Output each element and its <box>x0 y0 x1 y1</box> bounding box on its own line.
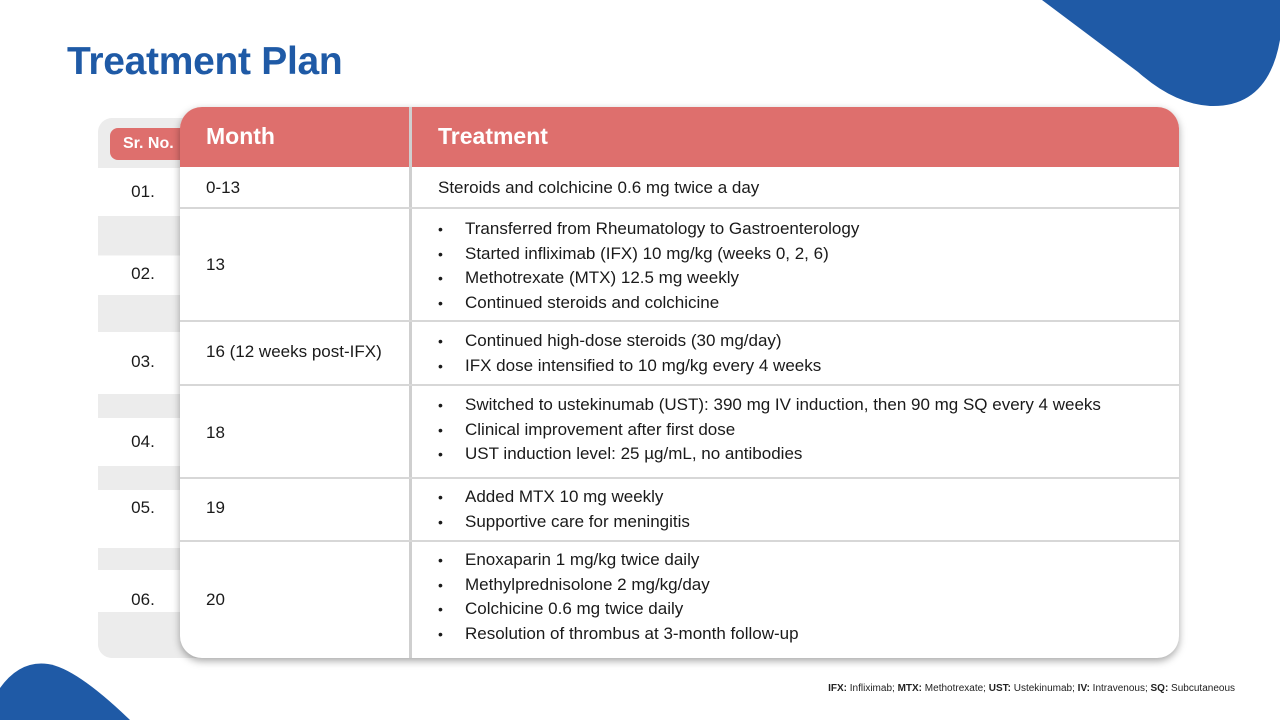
treatment-item: • Transferred from Rheumatology to Gastroenterology <box>438 217 859 242</box>
treatment-list <box>438 393 1101 467</box>
footnote-text: Subcutaneous <box>1168 683 1235 694</box>
treatment-list <box>438 329 821 378</box>
footnote-abbr: IV: <box>1077 683 1090 694</box>
treatment-item: • Methotrexate (MTX) 12.5 mg weekly <box>438 266 859 291</box>
decorative-corner-top-right <box>1042 0 1280 108</box>
treatment-item: • IFX dose intensified to 10 mg/kg every 4 weeks <box>438 354 821 379</box>
sr-number: 03. <box>131 352 155 371</box>
table-row <box>180 479 1179 540</box>
footnote-abbr: MTX: <box>897 683 923 694</box>
footnote-text: Infliximab; <box>847 683 898 694</box>
treatment-item: • Added MTX 10 mg weekly <box>438 485 690 510</box>
treatment-item: • Clinical improvement after first dose <box>438 418 1101 443</box>
month-cell: 18 <box>206 423 225 442</box>
footnote-abbr: SQ: <box>1150 683 1169 694</box>
treatment-item: • Continued steroids and colchicine <box>438 291 859 316</box>
treatment-item: • Colchicine 0.6 mg twice daily <box>438 597 799 622</box>
footnote-abbr: UST: <box>988 683 1011 694</box>
footnote-text: Intravenous; <box>1089 683 1151 694</box>
month-cell: 0-13 <box>206 178 241 197</box>
month-cell: 20 <box>206 590 225 609</box>
treatment-item: • Switched to ustekinumab (UST): 390 mg IV induction, then 90 mg SQ every 4 weeks <box>438 393 1101 418</box>
month-cell: 19 <box>206 498 225 517</box>
footnote-text: Ustekinumab; <box>1010 683 1078 694</box>
table-row <box>180 542 1179 658</box>
table-row <box>180 209 1179 320</box>
treatment-header: Treatment <box>438 123 548 149</box>
page-title: Treatment Plan <box>67 40 343 83</box>
sr-number: 01. <box>131 182 155 201</box>
decorative-corner-bottom-left <box>0 660 130 720</box>
treatment-item: • Supportive care for meningitis <box>438 510 690 535</box>
treatment-item: • UST induction level: 25 µg/mL, no antibodies <box>438 442 1101 467</box>
treatment-table <box>180 107 1179 658</box>
treatment-item: • Started infliximab (IFX) 10 mg/kg (weeks 0, 2, 6) <box>438 242 859 267</box>
footnote-abbr: IFX: <box>828 683 847 694</box>
footnote-text: Methotrexate; <box>922 683 989 694</box>
table-header <box>180 107 1179 167</box>
table-row <box>180 322 1179 384</box>
treatment-item: • Enoxaparin 1 mg/kg twice daily <box>438 548 799 573</box>
treatment-cell: Steroids and colchicine 0.6 mg twice a day <box>438 178 760 197</box>
sr-number: 04. <box>131 432 155 451</box>
table-row <box>180 386 1179 477</box>
treatment-list <box>438 217 859 315</box>
sr-number-header: Sr. No. <box>110 128 198 160</box>
treatment-item: • Methylprednisolone 2 mg/kg/day <box>438 573 799 598</box>
treatment-item: • Continued high-dose steroids (30 mg/day) <box>438 329 821 354</box>
month-cell: 13 <box>206 255 225 274</box>
treatment-list <box>438 485 690 534</box>
sr-number: 02. <box>131 264 155 283</box>
month-cell: 16 (12 weeks post-IFX) <box>206 342 382 361</box>
abbreviations-footnote <box>828 683 1235 694</box>
treatment-list <box>438 548 799 646</box>
sr-number: 06. <box>131 590 155 609</box>
table-row <box>180 167 1179 207</box>
sr-number: 05. <box>131 498 155 517</box>
treatment-item: • Resolution of thrombus at 3-month follow-up <box>438 622 799 647</box>
month-header: Month <box>206 123 275 149</box>
